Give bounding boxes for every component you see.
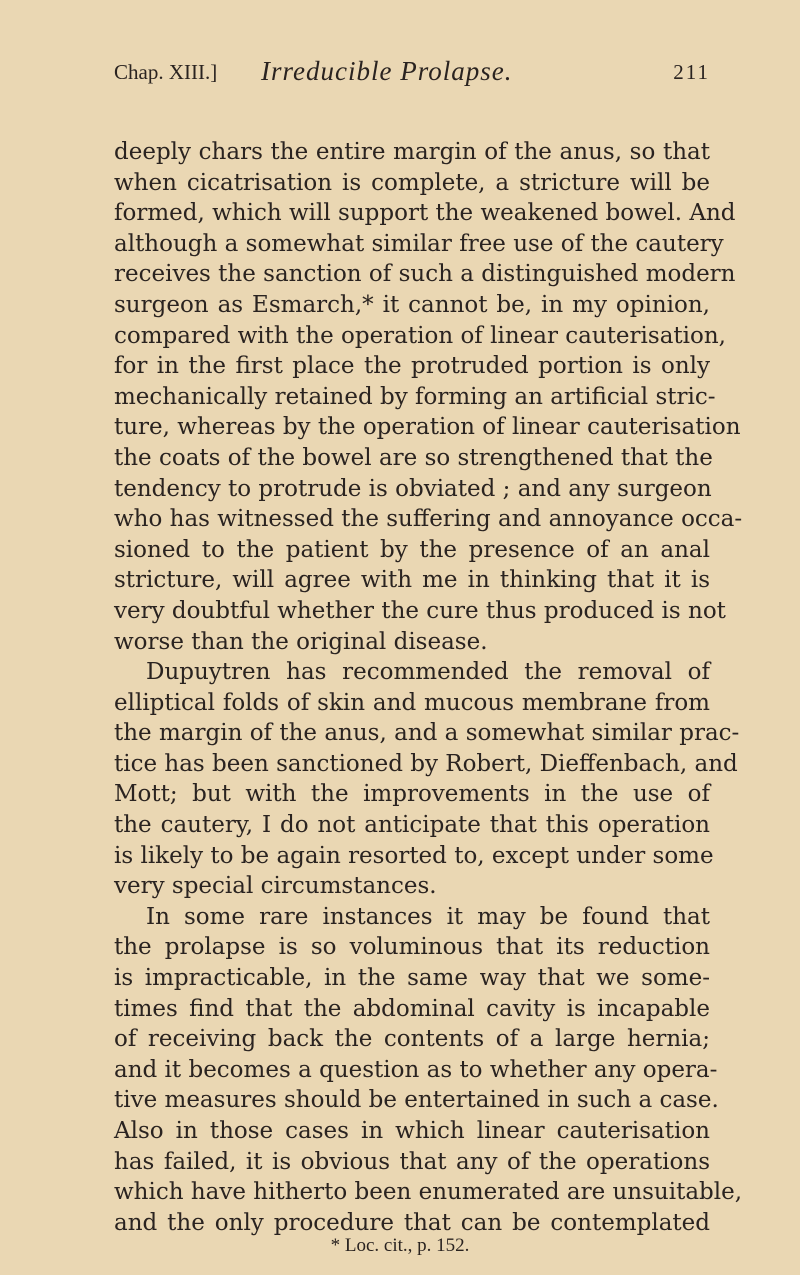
paragraph: [114, 137, 743, 657]
text-line: Mott; but with the improvements in the use of: [114, 781, 710, 808]
text-line: and it becomes a question as to whether any opera-: [114, 1056, 718, 1083]
text-line: when cicatrisation is complete, a stricture will be: [114, 169, 710, 196]
text-line: and the only procedure that can be contemplated: [114, 1209, 710, 1236]
text-line: which have hitherto been enumerated are unsuitable,: [114, 1179, 743, 1206]
page-number: 211: [673, 60, 710, 84]
text-line: ture, whereas by the operation of linear cauterisation: [114, 414, 741, 441]
text-line: tive measures should be entertained in such a case.: [114, 1087, 719, 1114]
text-line: sioned to the patient by the presence of an anal: [114, 536, 710, 563]
body-text: [114, 137, 743, 1238]
text-line: worse than the original disease.: [114, 628, 488, 655]
text-line: the margin of the anus, and a somewhat similar prac-: [114, 720, 740, 747]
running-title: Irreducible Prolapse.: [261, 56, 513, 86]
text-line: has failed, it is obvious that any of the operations: [114, 1148, 710, 1175]
footnote: * Loc. cit., p. 152.: [330, 1235, 470, 1256]
text-line: deeply chars the entire margin of the anus, so that: [114, 139, 710, 165]
text-line: surgeon as Esmarch,* it cannot be, in my opinion,: [114, 291, 710, 318]
text-line: is impracticable, in the same way that we some-: [114, 965, 710, 992]
text-line: mechanically retained by forming an artificial stric-: [114, 383, 716, 410]
text-line: tice has been sanctioned by Robert, Dieffenbach, and: [114, 750, 738, 777]
text-line: although a somewhat similar free use of the cautery: [114, 230, 724, 257]
text-line: the coats of the bowel are so strengthened that the: [114, 444, 713, 471]
text-line: tendency to protrude is obviated ; and any surgeon: [114, 475, 712, 502]
text-line: is likely to be again resorted to, except under some: [114, 842, 714, 869]
text-line: the cautery, I do not anticipate that this operation: [114, 812, 710, 839]
text-line: the prolapse is so voluminous that its reduction: [114, 934, 710, 961]
paragraph: [114, 657, 740, 902]
text-line: In some rare instances it may be found that: [146, 903, 710, 930]
text-line: compared with the operation of linear cauterisation,: [114, 322, 726, 349]
text-line: formed, which will support the weakened bowel. And: [114, 200, 736, 227]
text-line: elliptical folds of skin and mucous membrane from: [114, 689, 710, 716]
text-line: Dupuytren has recommended the removal of: [146, 659, 710, 686]
text-line: for in the first place the protruded portion is only: [114, 353, 710, 380]
text-line: Also in those cases in which linear cauterisation: [114, 1118, 710, 1144]
text-line: receives the sanction of such a distinguished modern: [114, 261, 736, 288]
text-line: of receiving back the contents of a large hernia;: [114, 1026, 710, 1053]
text-line: very doubtful whether the cure thus produced is not: [114, 597, 726, 624]
text-line: who has witnessed the suffering and annoyance occa-: [114, 506, 743, 533]
text-line: very special circumstances.: [114, 873, 437, 900]
chapter-label: Chap. XIII.]: [114, 60, 218, 84]
running-header: [114, 56, 710, 90]
text-line: times find that the abdominal cavity is incapable: [114, 995, 710, 1022]
paragraph: [114, 902, 743, 1239]
text-line: stricture, will agree with me in thinking that it is: [114, 567, 710, 594]
